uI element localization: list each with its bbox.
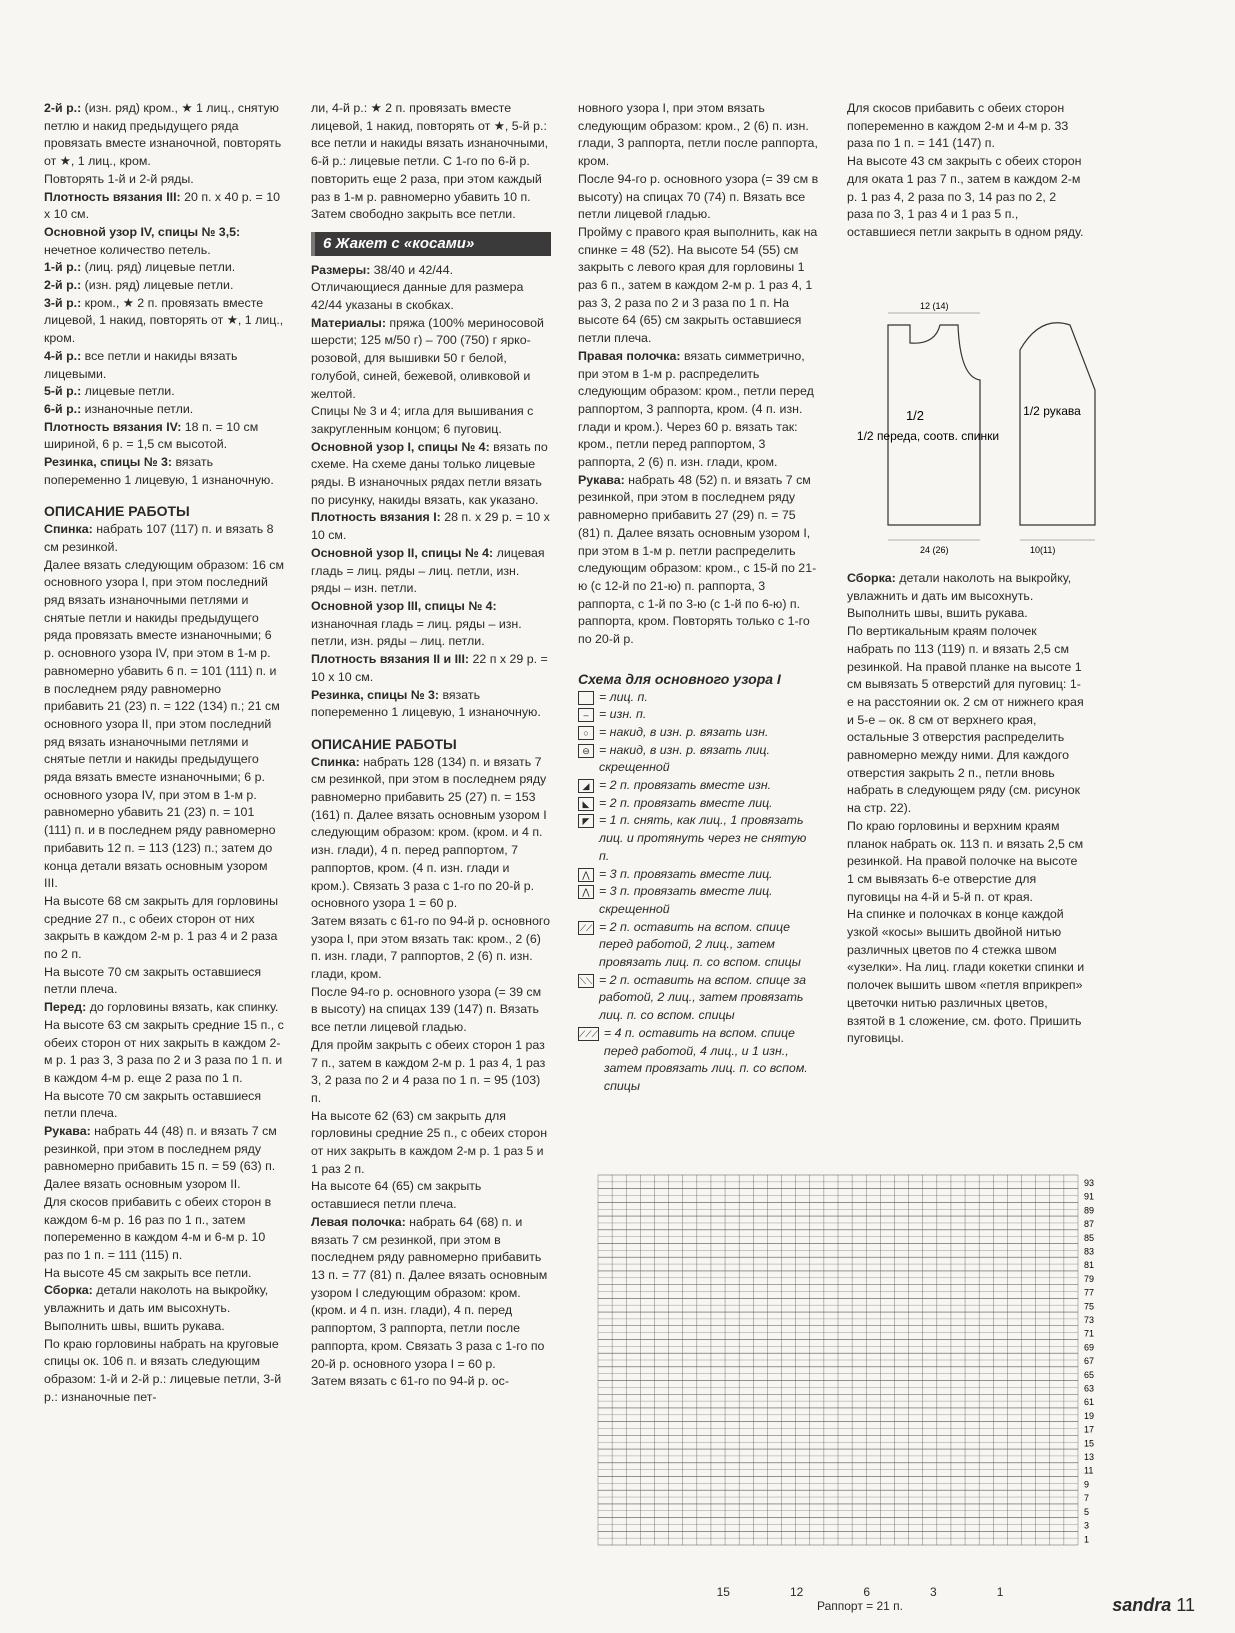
paragraph-text: 20 п. х 40 р. = 10 х 10 см. — [44, 189, 281, 222]
legend-symbol: ◢ — [578, 779, 594, 793]
paragraph — [44, 100, 284, 171]
paragraph — [311, 984, 551, 1037]
paragraph — [44, 893, 284, 964]
paragraph-text: набрать 128 (134) п. и вязать 7 см резинкой, при этом в последнем ряду равномерно прибавить 25 (27) п. = 153 (161) п. Далее вязать основным узором I следующим образом: кром. (кром. и 4 п. изн. глади), 4 п. перед раппортом, 7 раппортов, кром. (4 п. изн. глади и кром.). Связать 3 раза с 1-го по 20-й р. основного узора 1 = 60 р. — [311, 754, 547, 911]
legend-text: = 2 п. провязать вместе изн. — [599, 778, 772, 793]
paragraph-text: На спинке и полочках в конце каждой узкой «косы» вышить двойной нитью различных цветов по 4 стежка швом «узелки». На лиц. глади кокетки спинки и полочек вышить швом «петля вприкреп» цветочки нитью различных цветов, взятой в 1 сложение, см. фото. Пришить пуговицы. — [847, 907, 1085, 1046]
column-3 — [578, 100, 820, 1096]
paragraph-heading: Плотность вязания III: — [44, 189, 181, 204]
paragraph — [847, 570, 1085, 623]
paragraph-text: вязать симметрично, при этом в 1-м р. распределить следующим образом: кром., петли перед раппортом, 3 раппорта, кром. (4 п. изн. глади и кром.). Через 60 р. вязать так: кром., петли перед раппортом, 3 раппорта, 2 (6) п. изн. глади, кром. — [578, 348, 814, 470]
row-number: 19 — [1084, 1410, 1095, 1421]
sleeve-piece-outline — [1020, 323, 1095, 525]
paragraph — [44, 419, 284, 454]
paragraph — [311, 1373, 551, 1391]
row-number: 69 — [1084, 1342, 1095, 1353]
legend-item — [578, 777, 820, 795]
column-4 — [847, 100, 1085, 242]
paragraph — [311, 315, 551, 404]
legend-text: = 3 п. провязать вместе лиц. — [599, 866, 773, 881]
paragraph-heading: Рукава: — [44, 1124, 91, 1139]
front-piece-outline — [888, 325, 980, 525]
legend-item — [578, 742, 820, 777]
paragraph-text: На высоте 45 см закрыть все петли. — [44, 1265, 252, 1280]
paragraph-text: вязать попеременно 1 лицевую, 1 изнаночную. — [311, 687, 541, 720]
paragraph — [311, 754, 551, 913]
paragraph — [578, 472, 820, 649]
paragraph — [311, 439, 551, 510]
legend-item — [578, 795, 820, 813]
paragraph-text: набрать 44 (48) п. и вязать 7 см резинкой, при этом в последнем ряду равномерно прибавить 15 п. = 59 (63) п. — [44, 1124, 277, 1174]
legend-symbol: ⋀ — [578, 868, 594, 882]
paragraph-text: ли, 4-й р.: ★ 2 п. провязать вместе лицевой, 1 накид, повторять от ★, 5-й р.: все петли и накиды вязать изнаночными, 6-й р.: лицевые петли. С 1-го по 6-й р. повторить еще 2 раза, при этом каждый раз в 1-м р. равномерно убавить 10 п. Затем свободно закрыть все петли. — [311, 101, 549, 222]
legend-symbol: ⟋⟋⟋ — [579, 1028, 598, 1039]
row-number: 73 — [1084, 1315, 1095, 1325]
paragraph-text: нечетное количество петель. — [44, 242, 211, 257]
paragraph-text: пряжа (100% мериносовой шерсти; 125 м/50 г) – 700 (750) г ярко-розовой, для вышивки 50 г белой, голубой, синей, бежевой, оливковой и желтой. — [311, 315, 544, 401]
paragraph-heading: Основной узор I, спицы № 4: — [311, 439, 490, 454]
row-number: 3 — [1084, 1520, 1090, 1531]
paragraph-heading: Сборка: — [847, 571, 896, 585]
paragraph-heading: Основной узор IV, спицы № 3,5: — [44, 224, 241, 239]
legend-symbol: ⋀ — [578, 885, 594, 899]
paragraph — [311, 100, 551, 224]
dim-bottom-label: 24 (26) — [920, 545, 949, 555]
legend-symbol: ⟍⟍ — [579, 975, 593, 986]
paragraph-text: Для пройм закрыть с обеих сторон 1 раз 7 п., затем в каждом 2-м р. 1 раз 4, 1 раз 3, 2 раза по 2 и 4 раза по 1 п. = 95 (103) п. — [311, 1037, 546, 1105]
paragraph — [311, 687, 551, 722]
paragraph — [311, 1214, 551, 1373]
legend-text: = 1 п. снять, как лиц., 1 провязать лиц. и протянуть через не снятую п. — [599, 813, 807, 863]
paragraph-text: Повторять 1-й и 2-й ряды. — [44, 171, 194, 186]
paragraph — [44, 383, 284, 401]
paragraph-heading: Плотность вязания I: — [311, 510, 441, 525]
paragraph — [311, 262, 551, 280]
brand-name: sandra — [1112, 1595, 1172, 1615]
paragraph-text: На высоте 64 (65) см закрыть оставшиеся петли плеча. — [311, 1179, 482, 1212]
paragraph-text: лицевая гладь = лиц. ряды – лиц. петли, изн. ряды – изн. петли. — [311, 545, 545, 596]
paragraph-text: На высоте 62 (63) см закрыть для горловины средние 25 п., с обеих сторон от них закрыть в каждом 2-м р. 1 раз 5 и 1 раз 2 п. — [311, 1108, 548, 1176]
dim-top-label: 12 (14) — [920, 301, 949, 311]
legend-item — [578, 706, 820, 724]
legend-item — [578, 919, 820, 972]
paragraph — [44, 171, 284, 189]
paragraph — [578, 171, 820, 224]
paragraph-text: 22 п х 29 р. = 10 х 10 см. — [311, 652, 548, 684]
legend-symbol: ⟋⟋ — [579, 922, 593, 933]
legend-text: = 2 п. оставить на вспом. спице перед работой, 2 лиц., затем провязать лиц. п. со вспом. спицы — [599, 919, 801, 970]
row-number: 1 — [1084, 1534, 1090, 1545]
chart-tick: 3 — [930, 1585, 937, 1599]
paragraph-text: изнаночные петли. — [81, 401, 194, 416]
paragraph — [311, 651, 551, 686]
paragraph-text: лицевые петли. — [81, 384, 175, 399]
row-number: 75 — [1084, 1301, 1095, 1312]
legend-symbol: ◣ — [578, 797, 594, 811]
paragraph-text: Затем вязать с 61-го по 94-й р. основного узора I, при этом вязать так: кром., 2 (6) п. изн. глади, 7 раппортов, 2 (6) п. изн. глади, кром. — [311, 913, 551, 982]
paragraph — [44, 1265, 284, 1283]
row-number: 77 — [1084, 1287, 1095, 1298]
paragraph-text: После 94-го р. основного узора (= 39 см в высоту) на спицах 139 (147) п. Вязать все петли лицевой гладью. — [311, 984, 542, 1035]
paragraph — [847, 623, 1085, 818]
legend-symbol: ◤ — [578, 814, 594, 828]
paragraph-text: до горловины вязать, как спинку. На высоте 63 см закрыть средние 15 п., с обеих сторон от них закрыть в каждом 2-м р. 1 раз 3, 3 раза по 2 и 3 раза по 1 п. и в каждом 4-м р. еще 2 раза по 1 п. — [44, 1000, 284, 1085]
paragraph-text: 18 п. = 10 см шириной, 6 р. = 1,5 см высотой. — [44, 419, 259, 452]
paragraph-text: (лиц. ряд) лицевые петли. — [81, 260, 236, 275]
paragraph-heading: 2-й р.: — [44, 101, 82, 115]
knitting-chart — [598, 1175, 1138, 1560]
chart-tick: 12 — [789, 1585, 804, 1599]
paragraph — [44, 557, 284, 893]
paragraph-text: После 94-го р. основного узора (= 39 см в высоту) на спицах 70 (74) п. Вязать все петли лицевой гладью. — [578, 171, 819, 222]
column-1 — [44, 100, 284, 1406]
row-number: 63 — [1084, 1383, 1095, 1394]
paragraph — [44, 224, 284, 259]
legend-title: Схема для основного узора I — [578, 670, 781, 687]
page-footer — [1112, 1595, 1195, 1616]
paragraph-text: Затем вязать с 61-го по 94-й р. ос- — [311, 1374, 509, 1389]
paragraph-text: набрать 64 (68) п. и вязать 7 см резинкой, при этом в последнем ряду равномерно прибавить 13 п. = 77 (81) п. Далее вязать основным узором I следующим образом: кром. (кром. и 4 п. изн. глади), 4 п. перед раппортом, 3 раппорта, петли после раппорта, кром. Связать 3 раза с 1-го по 20-й р. основного узора I = 60 р. — [311, 1214, 548, 1371]
paragraph — [311, 509, 551, 544]
front-label: 1/2 — [905, 408, 925, 423]
paragraph — [44, 1123, 284, 1176]
paragraph — [578, 348, 820, 472]
paragraph-heading: 1-й р.: — [44, 260, 82, 275]
paragraph-text: На высоте 70 см закрыть оставшиеся петли плеча. — [44, 1088, 262, 1121]
paragraph-heading: 2-й р.: — [44, 278, 82, 293]
page-number: 11 — [1176, 1595, 1195, 1615]
legend-text: = накид, в изн. р. вязать лиц. скрещенной — [599, 742, 770, 775]
legend-text: = изн. п. — [599, 707, 647, 722]
paragraph — [44, 277, 284, 295]
legend-symbol: – — [578, 708, 594, 722]
paragraph-heading: Основной узор II, спицы № 4: — [311, 545, 494, 560]
column-4-bottom — [847, 570, 1085, 1048]
row-number: 65 — [1084, 1369, 1095, 1380]
paragraph — [311, 1108, 551, 1179]
paragraph — [44, 401, 284, 419]
paragraph — [311, 1037, 551, 1108]
paragraph-text: Для скосов прибавить с обеих сторон в каждом 6-м р. 16 раз по 1 п., затем попеременно в каждом 4-м и 6-м р. 10 раз по 1 п. = 111 (115) п. — [44, 1194, 272, 1262]
row-number: 71 — [1084, 1328, 1095, 1339]
legend-item — [578, 812, 820, 865]
paragraph — [311, 598, 551, 651]
legend-symbol: ⊖ — [578, 744, 594, 758]
chart-tick: 1 — [996, 1585, 1004, 1599]
paragraph-text: Для скосов прибавить с обеих сторон попеременно в каждом 2-м и 4-м р. 33 раза по 1 п. = 141 (147) п. — [847, 101, 1069, 151]
paragraph-heading: Резинка, спицы № 3: — [311, 687, 439, 702]
row-number: 11 — [1084, 1465, 1094, 1476]
row-number: 17 — [1084, 1424, 1095, 1435]
legend-symbol: ○ — [578, 726, 594, 740]
paragraph-heading: Левая полочка: — [311, 1214, 406, 1229]
row-number: 15 — [1084, 1438, 1095, 1449]
section-heading: ОПИСАНИЕ РАБОТЫ — [311, 735, 457, 752]
row-number: 61 — [1084, 1397, 1095, 1408]
chart-tick: 15 — [716, 1585, 730, 1599]
paragraph-text: новного узора I, при этом вязать следующим образом: кром., 2 (6) п. изн. глади, 3 раппорта, петли после раппорта, кром. — [578, 101, 818, 169]
legend-item — [578, 689, 820, 707]
garment-pattern-diagram — [856, 295, 1220, 570]
row-number: 85 — [1084, 1232, 1095, 1243]
legend-item — [578, 1025, 820, 1096]
paragraph-text: Далее вязать следующим образом: 16 см основного узора I, при этом последний ряд вязать изнаночными петлями и снятые петли и накиды предыдущего ряда провязать вместе изнаночными; 6 р. основного узора IV, при этом в 1-м р. равномерно убавить 6 п. = 101 (111) п. и в последнем ряду равномерно прибавить 21 (23) п. = 122 (134) п.; 21 см основного узора II, при этом последний ряд вязать изнаночными петлями и снятые петли и накиды предыдущего ряда вязать вместе изнаночными; 6 р. основного узора IV, при этом в 1-м р. равномерно убавить 21 (23) п. = 101 (111) п. и в последнем ряду равномерно прибавить 12 п. = 113 (123) п.; затем до конца детали вязать основным узором III. — [44, 557, 285, 891]
paragraph-heading: Плотность вязания II и III: — [311, 652, 470, 667]
front-label-text: 1/2 переда, соотв. спинки — [856, 429, 1000, 443]
section-heading: ОПИСАНИЕ РАБОТЫ — [44, 503, 190, 520]
paragraph-text: Отличающиеся данные для размера 42/44 указаны в скобках. — [311, 280, 524, 313]
legend-symbol — [578, 691, 594, 705]
paragraph — [578, 100, 820, 171]
dim-sleeve-label: 10(11) — [1030, 545, 1056, 555]
row-number: 87 — [1084, 1219, 1095, 1230]
paragraph — [847, 906, 1085, 1048]
paragraph — [44, 454, 284, 489]
paragraph — [44, 1194, 284, 1265]
paragraph — [578, 224, 820, 348]
row-number: 93 — [1084, 1177, 1095, 1188]
paragraph-text: На высоте 68 см закрыть для горловины средние 27 п., с обеих сторон от них закрыть в каждом 2-м р. 1 раз 4 и 2 раза по 2 п. — [44, 893, 279, 962]
row-number: 81 — [1084, 1260, 1095, 1271]
paragraph — [44, 964, 284, 999]
paragraph — [847, 818, 1085, 907]
paragraph-heading: 4-й р.: — [44, 348, 82, 363]
sleeve-label: 1/2 рукава — [1023, 404, 1081, 418]
legend-item — [578, 724, 820, 742]
row-number: 13 — [1084, 1452, 1095, 1463]
legend-text: = лиц. п. — [599, 689, 648, 704]
paragraph-heading: 6-й р.: — [44, 401, 82, 416]
paragraph-heading: 5-й р.: — [44, 384, 82, 399]
paragraph-text: все петли и накиды вязать лицевыми. — [44, 348, 238, 381]
paragraph-text: детали наколоть на выкройку, увлажнить и дать им высохнуть. Выполнить швы, вшить рукава. — [847, 571, 1072, 621]
paragraph-text: 38/40 и 42/44. — [370, 262, 454, 277]
paragraph-heading: Перед: — [44, 1000, 87, 1015]
chart-footer — [600, 1585, 1120, 1613]
paragraph-text: вязать попеременно 1 лицевую, 1 изнаночную. — [44, 455, 274, 487]
legend-text: = 4 п. оставить на вспом. спице перед работой, 4 лиц., и 1 изн., затем провязать лиц. п. со вспом. спицы — [603, 1025, 808, 1093]
paragraph-heading: Спинка: — [44, 522, 93, 537]
paragraph — [44, 1282, 284, 1335]
paragraph-text: (изн. ряд) кром., ★ 1 лиц., снятую петлю и накид предыдущего ряда провязать вместе изнаночной, повторять от ★, 1 лиц., кром. — [44, 101, 282, 169]
chart-tick: 6 — [863, 1585, 871, 1599]
paragraph-text: (изн. ряд) лицевые петли. — [81, 278, 234, 293]
paragraph — [44, 295, 284, 348]
repeat-label: Раппорт = 21 п. — [816, 1599, 904, 1613]
paragraph-text: Далее вязать основным узором II. — [44, 1177, 241, 1192]
paragraph-text: На высоте 70 см закрыть оставшиеся петли плеча. — [44, 964, 262, 997]
row-number: 89 — [1084, 1205, 1095, 1216]
paragraph — [311, 913, 551, 984]
paragraph-text: 28 п. х 29 р. = 10 х 10 см. — [311, 510, 550, 543]
row-number: 79 — [1084, 1273, 1095, 1284]
row-number: 9 — [1084, 1479, 1090, 1490]
legend-text: = 2 п. оставить на вспом. спице за работой, 2 лиц., затем провязать лиц. п. со вспом. спицы — [599, 972, 806, 1023]
column-2 — [311, 100, 551, 1391]
paragraph — [44, 1336, 284, 1407]
paragraph — [44, 1088, 284, 1123]
paragraph — [44, 259, 284, 277]
legend-text: = 2 п. провязать вместе лиц. — [599, 795, 773, 810]
paragraph-text: набрать 48 (52) п. и вязать 7 см резинкой, при этом в последнем ряду равномерно прибавить 27 (29) п. = 75 (81) п. Далее вязать основным узором I, при этом в 1-м р. петли распределить следующим образом: кром., с 15-й по 21-ю (с 12-й по 21-ю) п. раппорта, 3 раппорта, с 1-й по 3-ю (с 1-й по 6-ю) п. раппорта, кром. Повторять только с 1-го по 20-й р. — [578, 472, 817, 647]
legend-text: = накид, в изн. р. вязать изн. — [599, 724, 769, 739]
paragraph-text: детали наколоть на выкройку, увлажнить и дать им высохнуть. Выполнить швы, вшить рукава. — [44, 1283, 269, 1333]
paragraph — [847, 153, 1085, 242]
row-number: 7 — [1084, 1493, 1090, 1504]
paragraph-heading: 3-й р.: — [44, 295, 82, 310]
paragraph — [44, 521, 284, 556]
paragraph-text: набрать 107 (117) п. и вязать 8 см резинкой. — [44, 522, 274, 554]
legend-item — [578, 972, 820, 1025]
paragraph — [847, 100, 1085, 153]
row-number: 91 — [1084, 1191, 1095, 1202]
paragraph-heading: Правая полочка: — [578, 348, 681, 363]
paragraph-heading: Размеры: — [311, 262, 371, 277]
paragraph-text: вязать по схеме. На схеме даны только лицевые ряды. В изнаночных рядах петли вязать по рисунку, накиды вязать, как указано. — [311, 439, 548, 507]
paragraph-heading: Плотность вязания IV: — [44, 419, 182, 434]
paragraph-text: На высоте 43 см закрыть с обеих сторон для оката 1 раз 7 п., затем в каждом 2-м р. 1 раз 4, 2 раза по 3, 14 раз по 2, 2 раза по 3, 1 раз 4 и 1 раз 5 п., оставшиеся петли закрыть в одном ряду. — [847, 154, 1084, 239]
paragraph-heading: Материалы: — [311, 315, 386, 330]
legend-item — [578, 866, 820, 884]
paragraph-heading: Сборка: — [44, 1283, 93, 1298]
paragraph-text: изнаночная гладь = лиц. ряды – изн. петли, изн. ряды – лиц. петли. — [311, 616, 522, 649]
paragraph-heading: Резинка, спицы № 3: — [44, 455, 172, 470]
row-number: 5 — [1084, 1506, 1090, 1517]
paragraph-text: кром., ★ 2 п. провязать вместе лицевой, 1 накид, повторять от ★, 1 лиц., кром. — [44, 295, 284, 346]
paragraph-text: Спицы № 3 и 4; игла для вышивания с закругленным концом; 6 пуговиц. — [311, 404, 534, 436]
paragraph-heading: Рукава: — [578, 472, 625, 487]
section-banner: 6 Жакет с «косами» — [311, 232, 551, 256]
row-number: 83 — [1084, 1246, 1095, 1257]
paragraph — [311, 1178, 551, 1213]
paragraph-text: По краю горловины и верхним краям планок набрать ок. 113 п. и вязать 2,5 см резинкой. На правой полочке на высоте 1 см вывязать 6-е отверстие для пуговицы на 4-й и 5-й п. от края. — [847, 818, 1084, 904]
paragraph — [44, 348, 284, 383]
paragraph — [311, 403, 551, 438]
paragraph-text: По вертикальным краям полочек набрать по 113 (119) п. и вязать 2,5 см резинкой. На правой планке на высоте 1 см вывязать 5 отверстий для пуговиц: 1-е на расстоянии ок. 2 см от нижнего края и 5-е – ок. 8 см от верхнего края, остальные 3 отверстия распределить равномерно между ними. Для каждого отверстия закрыть 2 п., петли вновь набрать в следующем ряду (см. рисунок на стр. 22). — [847, 624, 1084, 816]
paragraph-heading: Спинка: — [311, 754, 360, 769]
row-number: 67 — [1084, 1356, 1095, 1367]
paragraph — [44, 189, 284, 224]
paragraph-text: По краю горловины набрать на круговые спицы ок. 106 п. и вязать следующим образом: 1-й и 2-й р.: лицевые петли, 3-й р.: изнаночные пет- — [44, 1336, 282, 1404]
legend-item — [578, 883, 820, 918]
paragraph — [311, 545, 551, 598]
legend-text: = 3 п. провязать вместе лиц. скрещенной — [599, 884, 773, 916]
paragraph-text: Пройму с правого края выполнить, как на спинке = 48 (52). На высоте 54 (55) см закрыть с левого края для горловины 1 раз 6 п., затем в каждом 2-м р. 1 раз 4, 1 раз 3, 2 раза по 2 и 3 раза по 1 п. На высоте 64 (65) см закрыть оставшиеся петли плеча. — [578, 224, 818, 346]
paragraph — [311, 279, 551, 314]
paragraph — [44, 1176, 284, 1194]
paragraph — [44, 999, 284, 1088]
paragraph-heading: Основной узор III, спицы № 4: — [311, 598, 497, 613]
